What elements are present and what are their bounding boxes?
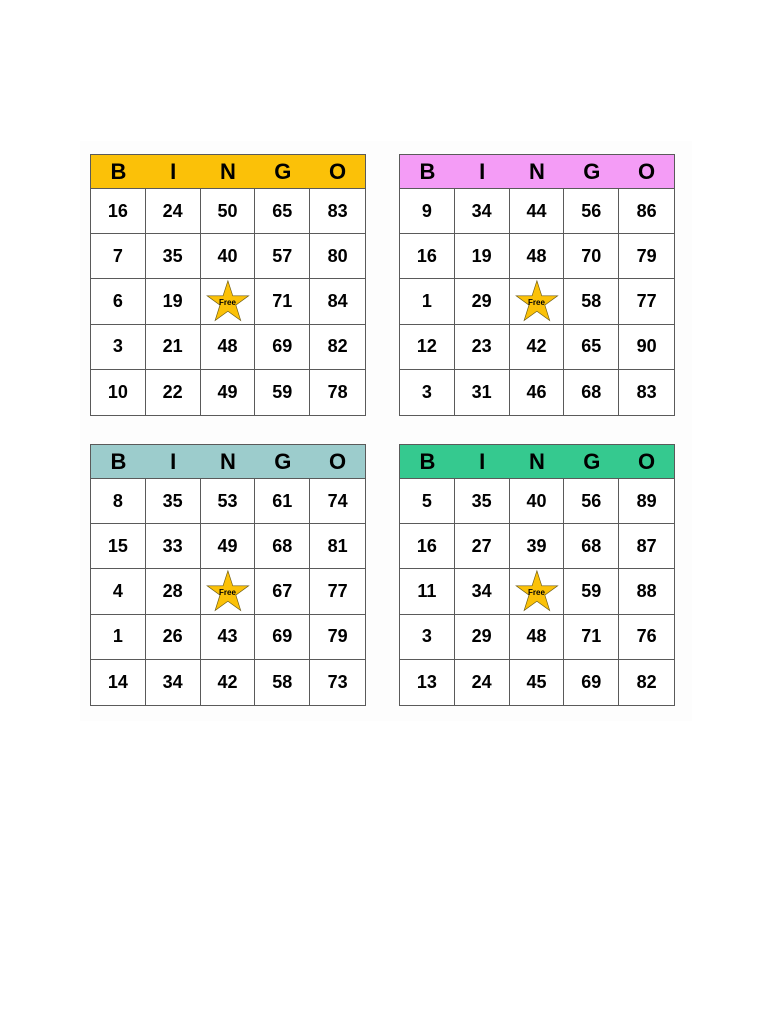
number-cell: 79 — [619, 234, 674, 279]
number-cell: 29 — [455, 615, 510, 660]
number-cell: 14 — [91, 660, 146, 705]
number-cell: 46 — [510, 370, 565, 415]
number-cell: 79 — [310, 615, 365, 660]
number-cell: 3 — [400, 615, 455, 660]
number-cell: 6 — [91, 279, 146, 324]
number-cell: 84 — [310, 279, 365, 324]
free-label: Free — [219, 297, 236, 307]
number-grid — [91, 189, 365, 415]
number-cell: 13 — [400, 660, 455, 705]
number-cell: 27 — [455, 524, 510, 569]
number-cell: 34 — [146, 660, 201, 705]
header-letter: O — [638, 158, 656, 184]
header-letter: O — [329, 158, 347, 184]
header-letter: O — [638, 448, 656, 474]
number-cell: 16 — [400, 524, 455, 569]
number-cell: 56 — [564, 479, 619, 524]
number-cell: 77 — [310, 569, 365, 614]
free-label: Free — [528, 297, 545, 307]
bingo-sheet — [80, 141, 692, 721]
number-cell: 8 — [91, 479, 146, 524]
number-cell: 45 — [510, 660, 565, 705]
number-cell: 4 — [91, 569, 146, 614]
header-letter: G — [274, 448, 292, 474]
number-cell: 34 — [455, 569, 510, 614]
number-cell: 77 — [619, 279, 674, 324]
number-cell: 39 — [510, 524, 565, 569]
number-cell: 42 — [201, 660, 256, 705]
header-letter: B — [419, 158, 436, 184]
number-grid — [400, 189, 674, 415]
free-space — [201, 569, 256, 614]
header-letter: B — [110, 448, 127, 474]
number-cell: 5 — [400, 479, 455, 524]
number-cell: 58 — [564, 279, 619, 324]
card-header — [400, 445, 674, 479]
number-cell: 83 — [310, 189, 365, 234]
number-cell: 1 — [400, 279, 455, 324]
number-cell: 24 — [455, 660, 510, 705]
free-space — [510, 279, 565, 324]
number-cell: 40 — [510, 479, 565, 524]
number-cell: 67 — [255, 569, 310, 614]
number-cell: 59 — [255, 370, 310, 415]
number-cell: 68 — [564, 524, 619, 569]
card-header — [91, 445, 365, 479]
header-letter: I — [170, 158, 177, 184]
number-cell: 40 — [201, 234, 256, 279]
number-cell: 80 — [310, 234, 365, 279]
number-cell: 49 — [201, 524, 256, 569]
number-cell: 35 — [455, 479, 510, 524]
free-label: Free — [219, 587, 236, 597]
free-space — [201, 279, 256, 324]
number-cell: 82 — [310, 325, 365, 370]
number-cell: 28 — [146, 569, 201, 614]
number-cell: 44 — [510, 189, 565, 234]
number-cell: 83 — [636, 381, 657, 402]
number-cell: 1 — [91, 615, 146, 660]
number-cell: 16 — [91, 189, 146, 234]
number-cell: 73 — [327, 671, 348, 692]
header-letter: I — [479, 448, 486, 474]
number-cell: 68 — [255, 524, 310, 569]
number-cell: 90 — [619, 325, 674, 370]
number-cell: 88 — [619, 569, 674, 614]
header-letter: N — [220, 448, 236, 474]
number-cell: 3 — [91, 325, 146, 370]
header-letter: I — [479, 158, 486, 184]
number-cell: 49 — [201, 370, 256, 415]
number-cell: 33 — [146, 524, 201, 569]
number-cell: 76 — [619, 615, 674, 660]
number-cell: 42 — [510, 325, 565, 370]
number-cell: 29 — [455, 279, 510, 324]
number-cell: 53 — [201, 479, 256, 524]
number-cell: 81 — [310, 524, 365, 569]
number-cell: 35 — [146, 479, 201, 524]
number-cell: 86 — [619, 189, 674, 234]
number-cell: 78 — [327, 381, 348, 402]
free-space — [510, 569, 565, 614]
number-cell: 34 — [455, 189, 510, 234]
header-letter: B — [110, 158, 127, 184]
number-cell: 43 — [201, 615, 256, 660]
number-cell: 3 — [400, 370, 455, 415]
number-cell: 70 — [564, 234, 619, 279]
number-cell: 19 — [146, 279, 201, 324]
number-cell: 10 — [91, 370, 146, 415]
bingo-card-1 — [90, 154, 366, 416]
number-cell: 56 — [564, 189, 619, 234]
number-cell: 35 — [146, 234, 201, 279]
number-cell: 26 — [146, 615, 201, 660]
number-cell: 57 — [255, 234, 310, 279]
number-cell: 9 — [400, 189, 455, 234]
number-cell: 68 — [564, 370, 619, 415]
number-cell: 65 — [564, 325, 619, 370]
number-cell: 50 — [201, 189, 256, 234]
number-cell: 19 — [455, 234, 510, 279]
number-grid — [91, 479, 365, 705]
bingo-card-4 — [399, 444, 675, 706]
number-cell: 48 — [510, 615, 565, 660]
number-cell: 71 — [255, 279, 310, 324]
header-letter: B — [419, 448, 436, 474]
number-cell: 69 — [564, 660, 619, 705]
header-letter: G — [274, 158, 292, 184]
header-letter: N — [220, 158, 236, 184]
bingo-card-2 — [399, 154, 675, 416]
number-cell: 48 — [510, 234, 565, 279]
number-cell: 65 — [255, 189, 310, 234]
bingo-card-3 — [90, 444, 366, 706]
number-cell: 69 — [255, 615, 310, 660]
card-header — [400, 155, 674, 189]
header-letter: G — [583, 448, 601, 474]
number-cell: 23 — [455, 325, 510, 370]
number-cell: 71 — [564, 615, 619, 660]
number-cell: 15 — [91, 524, 146, 569]
header-letter: N — [529, 448, 545, 474]
number-cell: 16 — [400, 234, 455, 279]
number-cell: 48 — [201, 325, 256, 370]
header-letter: I — [170, 448, 177, 474]
number-cell: 31 — [455, 370, 510, 415]
number-cell: 61 — [255, 479, 310, 524]
number-cell: 87 — [619, 524, 674, 569]
number-cell: 58 — [255, 660, 310, 705]
card-header — [91, 155, 365, 189]
header-letter: N — [529, 158, 545, 184]
number-cell: 89 — [619, 479, 674, 524]
header-letter: G — [583, 158, 601, 184]
number-cell: 59 — [564, 569, 619, 614]
number-cell: 69 — [255, 325, 310, 370]
number-grid — [400, 479, 674, 705]
number-cell: 24 — [146, 189, 201, 234]
number-cell: 21 — [146, 325, 201, 370]
number-cell: 74 — [310, 479, 365, 524]
number-cell: 7 — [91, 234, 146, 279]
number-cell: 12 — [400, 325, 455, 370]
number-cell: 11 — [400, 569, 455, 614]
number-cell: 82 — [636, 671, 657, 692]
number-cell: 22 — [146, 370, 201, 415]
free-label: Free — [528, 587, 545, 597]
header-letter: O — [329, 448, 347, 474]
